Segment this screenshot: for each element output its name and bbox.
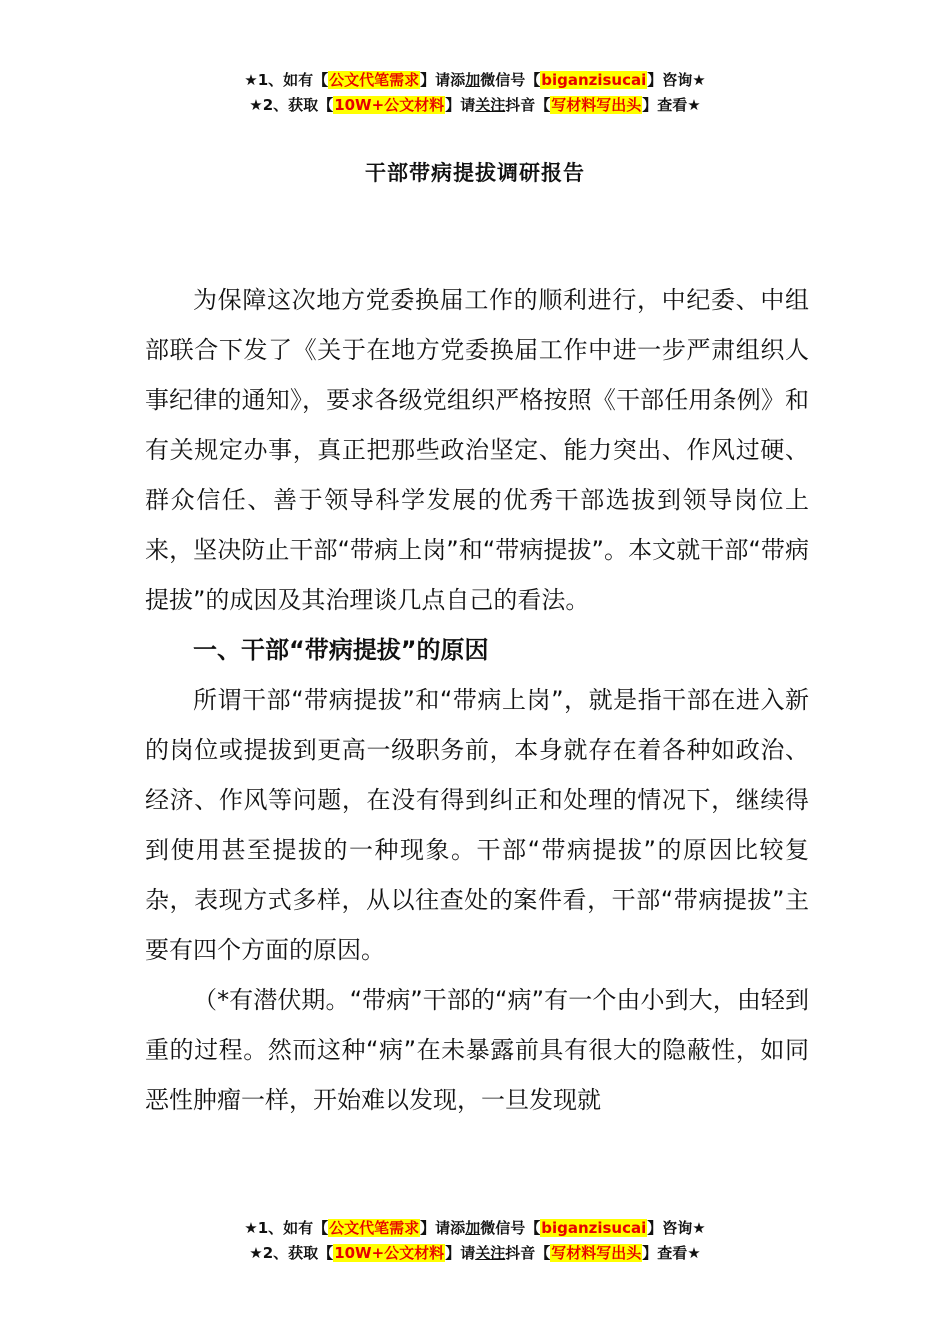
ad-highlight-service: 公文代笔需求 [329, 71, 420, 89]
ad-text: 】查看★ [642, 1244, 701, 1262]
ad-text: 微信号【 [480, 71, 541, 89]
ad-highlight-materials: 10W+公文材料 [334, 96, 445, 114]
header-ad-line-2 [0, 93, 950, 118]
ad-text: 】请添 [420, 71, 466, 89]
ad-text: 】请 [445, 96, 476, 114]
ad-highlight-douyin-account: 写材料写出头 [551, 96, 642, 114]
body-paragraph-intro: 为保障这次地方党委换届工作的顺利进行，中纪委、中组部联合下发了《关于在地方党委换届工作中进一步严肃组织人事纪律的通知》，要求各级党组织严格按照《干部任用条例》和有关规定办事，真正把那些政治坚定、能力突出、作风过硬、群众信任、善于领导科学发展的优秀干部选拔到领导岗位上来，坚决防止干部“带病上岗”和“带病提拔”。本文就干部“带病提拔”的成因及其治理谈几点自己的看法。 [145, 286, 809, 614]
ad-highlight-materials: 10W+公文材料 [334, 1244, 445, 1262]
body-paragraph: 所谓干部“带病提拔”和“带病上岗”，就是指干部在进入新的岗位或提拔到更高一级职务前，本身就存在着各种如政治、经济、作风等问题，在没有得到纠正和处理的情况下，继续得到使用甚至提拔的一种现象。干部“带病提拔”的原因比较复杂，表现方式多样，从以往查处的案件看，干部“带病提拔”主要有四个方面的原因。 [145, 686, 809, 964]
document-body [145, 275, 809, 1125]
ad-text: ★1、如有【 [244, 1219, 329, 1237]
document-title: 干部带病提拔调研报告 [365, 161, 585, 185]
ad-text: ★2、获取【 [249, 96, 334, 114]
ad-text: 微信号【 [480, 1219, 541, 1237]
ad-text: 】咨询★ [647, 71, 706, 89]
ad-text: 抖音【 [505, 96, 551, 114]
ad-highlight-wechat-id: biganzisucai [541, 1219, 647, 1237]
header-ad-banner [0, 68, 950, 118]
ad-text: 抖音【 [505, 1244, 551, 1262]
ad-text: 】请添 [420, 1219, 466, 1237]
ad-underlined-text: 加 [465, 1219, 481, 1237]
footer-ad-banner [0, 1216, 950, 1266]
footer-ad-line-2 [0, 1241, 950, 1266]
ad-text: ★1、如有【 [244, 71, 329, 89]
ad-highlight-service: 公文代笔需求 [329, 1219, 420, 1237]
ad-text: 】请 [445, 1244, 476, 1262]
header-ad-line-1 [0, 68, 950, 93]
ad-underlined-text: 加 [465, 71, 481, 89]
section-heading-1: 一、干部“带病提拔”的原因 [193, 636, 489, 664]
ad-text: ★2、获取【 [249, 1244, 334, 1262]
ad-text: 】查看★ [642, 96, 701, 114]
ad-highlight-wechat-id: biganzisucai [541, 71, 647, 89]
ad-highlight-douyin-account: 写材料写出头 [551, 1244, 642, 1262]
body-paragraph: （*有潜伏期。“带病”干部的“病”有一个由小到大，由轻到重的过程。然而这种“病”在未暴露前具有很大的隐蔽性，如同恶性肿瘤一样，开始难以发现，一旦发现就 [145, 986, 809, 1114]
ad-underlined-text: 关注 [475, 1244, 506, 1262]
footer-ad-line-1 [0, 1216, 950, 1241]
ad-underlined-text: 关注 [475, 96, 506, 114]
ad-text: 】咨询★ [647, 1219, 706, 1237]
